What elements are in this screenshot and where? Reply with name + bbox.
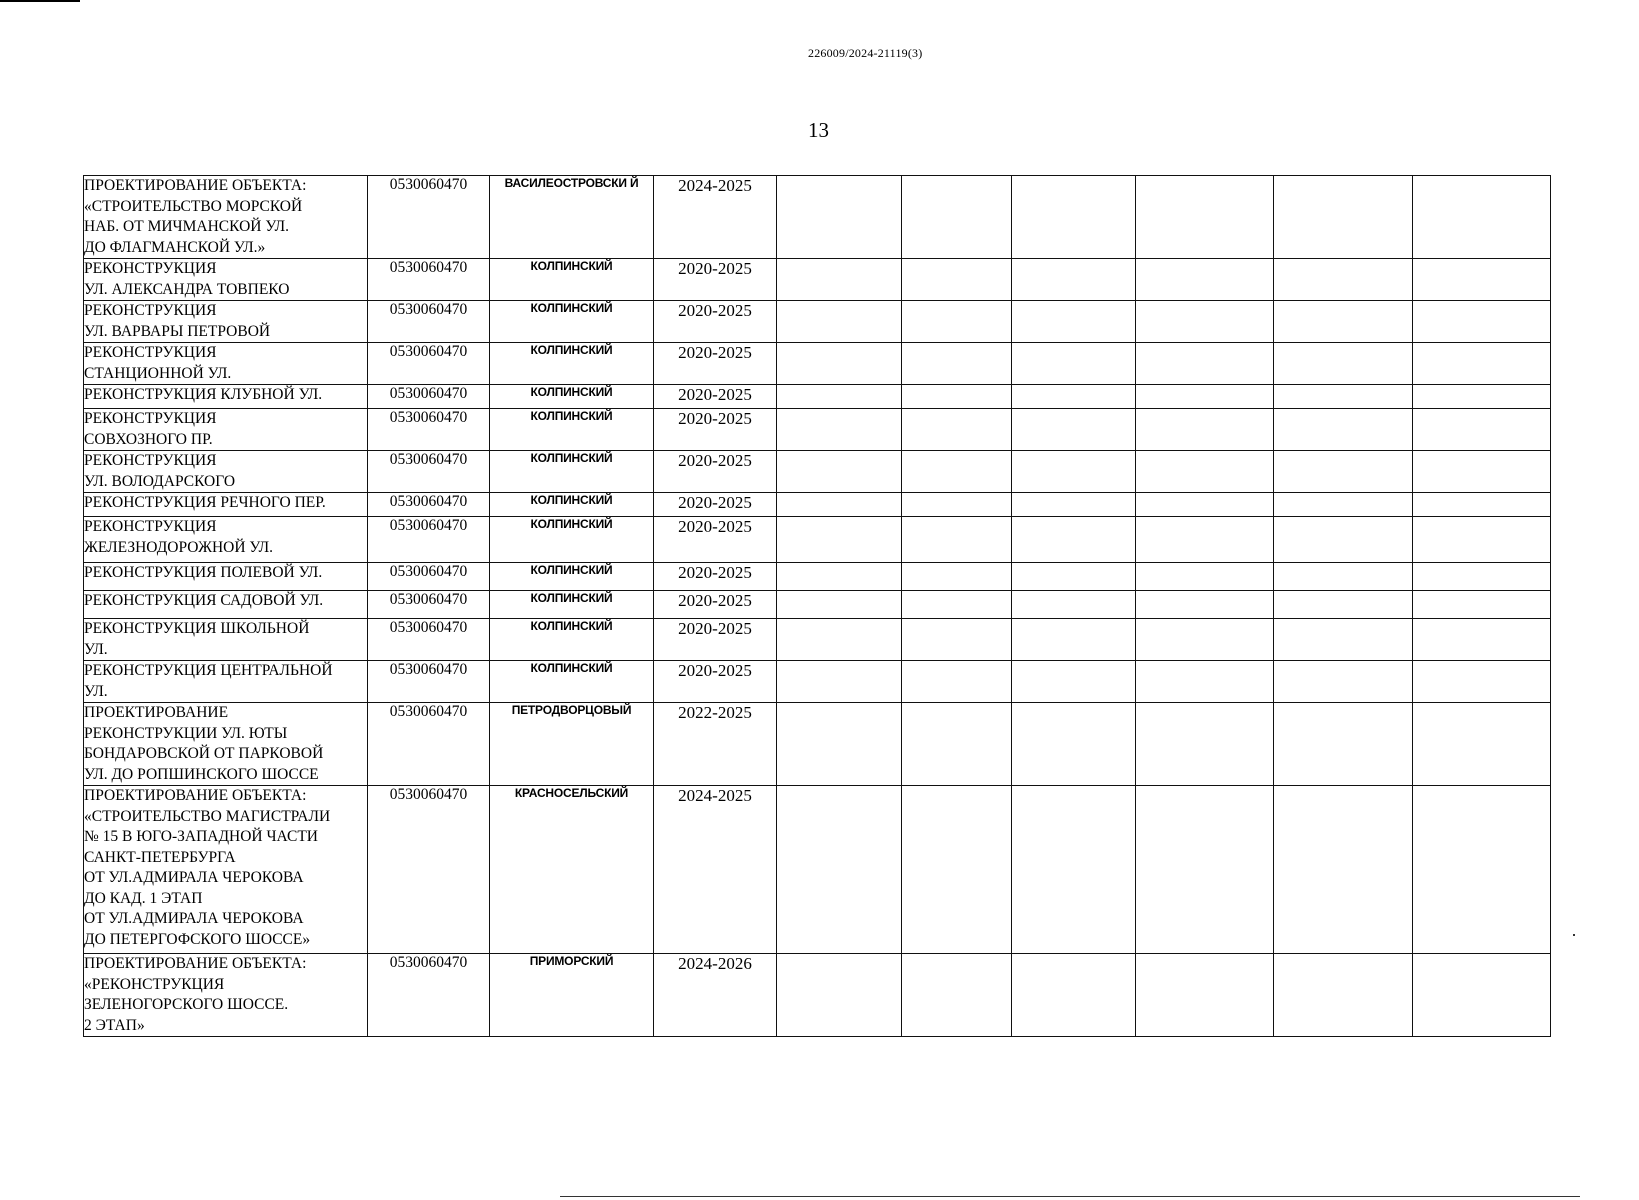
empty-cell [1136, 259, 1274, 301]
object-name-cell: ПРОЕКТИРОВАНИЕ ОБЪЕКТА: «РЕКОНСТРУКЦИЯ ЗЕЛЕНОГОРСКОГО ШОССЕ. 2 ЭТАП» [84, 954, 368, 1037]
empty-cell [902, 786, 1012, 954]
empty-cell [777, 301, 902, 343]
empty-cell [902, 385, 1012, 409]
object-name-cell: РЕКОНСТРУКЦИЯ УЛ. ВОЛОДАРСКОГО [84, 451, 368, 493]
object-name-cell: РЕКОНСТРУКЦИЯ КЛУБНОЙ УЛ. [84, 385, 368, 409]
empty-cell [777, 343, 902, 385]
top-edge-rule [0, 0, 80, 2]
empty-cell [1274, 703, 1413, 786]
empty-cell [1012, 703, 1136, 786]
years-cell: 2020-2025 [654, 661, 777, 703]
years-cell: 2020-2025 [654, 493, 777, 517]
years-cell: 2020-2025 [654, 619, 777, 661]
empty-cell [1413, 176, 1551, 259]
empty-cell [1274, 517, 1413, 563]
empty-cell [1274, 301, 1413, 343]
empty-cell [777, 451, 902, 493]
budget-code-cell: 0530060470 [368, 409, 490, 451]
document-number: 226009/2024-21119(3) [808, 46, 923, 60]
empty-cell [1274, 619, 1413, 661]
empty-cell [1012, 591, 1136, 619]
empty-cell [1012, 954, 1136, 1037]
empty-cell [1413, 954, 1551, 1037]
district-cell: КОЛПИНСКИЙ [490, 385, 654, 409]
empty-cell [1136, 301, 1274, 343]
empty-cell [1274, 343, 1413, 385]
district-cell: КОЛПИНСКИЙ [490, 409, 654, 451]
table-row [84, 343, 1551, 385]
empty-cell [1136, 451, 1274, 493]
empty-cell [777, 563, 902, 591]
empty-cell [1413, 661, 1551, 703]
empty-cell [777, 786, 902, 954]
budget-code-cell: 0530060470 [368, 661, 490, 703]
page-number: 13 [808, 118, 829, 142]
object-name-cell: РЕКОНСТРУКЦИЯ ШКОЛЬНОЙ УЛ. [84, 619, 368, 661]
budget-code-cell: 0530060470 [368, 703, 490, 786]
years-cell: 2020-2025 [654, 301, 777, 343]
empty-cell [777, 703, 902, 786]
years-cell: 2024-2025 [654, 786, 777, 954]
empty-cell [1274, 591, 1413, 619]
empty-cell [1274, 786, 1413, 954]
table-row [84, 259, 1551, 301]
empty-cell [777, 517, 902, 563]
table-row [84, 703, 1551, 786]
district-cell: КОЛПИНСКИЙ [490, 343, 654, 385]
budget-code-cell: 0530060470 [368, 517, 490, 563]
empty-cell [1274, 493, 1413, 517]
budget-code-cell: 0530060470 [368, 343, 490, 385]
budget-code-cell: 0530060470 [368, 259, 490, 301]
district-cell: КОЛПИНСКИЙ [490, 301, 654, 343]
scan-speck [1573, 934, 1575, 936]
budget-code-cell: 0530060470 [368, 451, 490, 493]
empty-cell [1012, 176, 1136, 259]
empty-cell [777, 954, 902, 1037]
table-row [84, 301, 1551, 343]
empty-cell [1274, 661, 1413, 703]
empty-cell [777, 591, 902, 619]
empty-cell [777, 385, 902, 409]
district-cell: КОЛПИНСКИЙ [490, 517, 654, 563]
empty-cell [777, 619, 902, 661]
budget-code-cell: 0530060470 [368, 619, 490, 661]
empty-cell [1274, 563, 1413, 591]
empty-cell [1413, 591, 1551, 619]
empty-cell [1413, 703, 1551, 786]
empty-cell [1136, 176, 1274, 259]
budget-code-cell: 0530060470 [368, 176, 490, 259]
years-cell: 2020-2025 [654, 517, 777, 563]
empty-cell [1012, 259, 1136, 301]
empty-cell [1136, 385, 1274, 409]
empty-cell [777, 176, 902, 259]
empty-cell [902, 176, 1012, 259]
years-cell: 2020-2025 [654, 591, 777, 619]
object-name-cell: РЕКОНСТРУКЦИЯ СОВХОЗНОГО ПР. [84, 409, 368, 451]
object-name-cell: РЕКОНСТРУКЦИЯ ЦЕНТРАЛЬНОЙ УЛ. [84, 661, 368, 703]
empty-cell [1136, 493, 1274, 517]
empty-cell [1136, 619, 1274, 661]
years-cell: 2024-2025 [654, 176, 777, 259]
empty-cell [1274, 385, 1413, 409]
budget-code-cell: 0530060470 [368, 563, 490, 591]
empty-cell [902, 493, 1012, 517]
empty-cell [1136, 563, 1274, 591]
empty-cell [1413, 563, 1551, 591]
object-name-cell: РЕКОНСТРУКЦИЯ СТАНЦИОННОЙ УЛ. [84, 343, 368, 385]
empty-cell [902, 517, 1012, 563]
empty-cell [1413, 493, 1551, 517]
empty-cell [1413, 385, 1551, 409]
empty-cell [1274, 954, 1413, 1037]
district-cell: ПРИМОРСКИЙ [490, 954, 654, 1037]
district-cell: КРАСНОСЕЛЬСКИЙ [490, 786, 654, 954]
table-row [84, 661, 1551, 703]
empty-cell [902, 591, 1012, 619]
object-name-cell: ПРОЕКТИРОВАНИЕ ОБЪЕКТА: «СТРОИТЕЛЬСТВО МОРСКОЙ НАБ. ОТ МИЧМАНСКОЙ УЛ. ДО ФЛАГМАНСКОЙ УЛ.» [84, 176, 368, 259]
empty-cell [1274, 176, 1413, 259]
table-row [84, 954, 1551, 1037]
object-name-cell: РЕКОНСТРУКЦИЯ УЛ. ВАРВАРЫ ПЕТРОВОЙ [84, 301, 368, 343]
empty-cell [1012, 517, 1136, 563]
district-cell: КОЛПИНСКИЙ [490, 259, 654, 301]
district-cell: КОЛПИНСКИЙ [490, 591, 654, 619]
empty-cell [902, 343, 1012, 385]
district-cell: ВАСИЛЕОСТРОВСКИ Й [490, 176, 654, 259]
empty-cell [1413, 301, 1551, 343]
empty-cell [1274, 409, 1413, 451]
empty-cell [1012, 301, 1136, 343]
budget-code-cell: 0530060470 [368, 493, 490, 517]
object-name-cell: РЕКОНСТРУКЦИЯ САДОВОЙ УЛ. [84, 591, 368, 619]
empty-cell [902, 703, 1012, 786]
table-row [84, 517, 1551, 563]
budget-code-cell: 0530060470 [368, 385, 490, 409]
object-name-cell: РЕКОНСТРУКЦИЯ УЛ. АЛЕКСАНДРА ТОВПЕКО [84, 259, 368, 301]
empty-cell [902, 954, 1012, 1037]
empty-cell [777, 259, 902, 301]
empty-cell [1012, 385, 1136, 409]
years-cell: 2020-2025 [654, 409, 777, 451]
district-cell: КОЛПИНСКИЙ [490, 619, 654, 661]
empty-cell [1136, 343, 1274, 385]
empty-cell [1012, 661, 1136, 703]
empty-cell [1012, 343, 1136, 385]
years-cell: 2020-2025 [654, 343, 777, 385]
empty-cell [1413, 343, 1551, 385]
empty-cell [1136, 786, 1274, 954]
table-row [84, 591, 1551, 619]
empty-cell [1413, 786, 1551, 954]
empty-cell [1413, 451, 1551, 493]
empty-cell [1012, 409, 1136, 451]
empty-cell [1136, 517, 1274, 563]
years-cell: 2020-2025 [654, 259, 777, 301]
empty-cell [1136, 954, 1274, 1037]
empty-cell [1136, 661, 1274, 703]
table-row [84, 451, 1551, 493]
table-row [84, 409, 1551, 451]
district-cell: КОЛПИНСКИЙ [490, 563, 654, 591]
empty-cell [1413, 259, 1551, 301]
bottom-edge-rule [560, 1196, 1580, 1197]
object-name-cell: РЕКОНСТРУКЦИЯ РЕЧНОГО ПЕР. [84, 493, 368, 517]
empty-cell [1413, 619, 1551, 661]
empty-cell [777, 409, 902, 451]
empty-cell [1012, 786, 1136, 954]
object-name-cell: РЕКОНСТРУКЦИЯ ЖЕЛЕЗНОДОРОЖНОЙ УЛ. [84, 517, 368, 563]
empty-cell [902, 301, 1012, 343]
empty-cell [1413, 409, 1551, 451]
table-row [84, 385, 1551, 409]
empty-cell [777, 661, 902, 703]
table-row [84, 493, 1551, 517]
object-name-cell: РЕКОНСТРУКЦИЯ ПОЛЕВОЙ УЛ. [84, 563, 368, 591]
table-row [84, 786, 1551, 954]
empty-cell [1136, 703, 1274, 786]
table-row [84, 619, 1551, 661]
empty-cell [902, 563, 1012, 591]
years-cell: 2020-2025 [654, 385, 777, 409]
empty-cell [1012, 563, 1136, 591]
empty-cell [902, 259, 1012, 301]
years-cell: 2022-2025 [654, 703, 777, 786]
budget-code-cell: 0530060470 [368, 786, 490, 954]
empty-cell [1136, 591, 1274, 619]
table-row [84, 563, 1551, 591]
years-cell: 2020-2025 [654, 563, 777, 591]
empty-cell [777, 493, 902, 517]
budget-code-cell: 0530060470 [368, 954, 490, 1037]
empty-cell [902, 661, 1012, 703]
budget-code-cell: 0530060470 [368, 301, 490, 343]
empty-cell [902, 619, 1012, 661]
object-name-cell: ПРОЕКТИРОВАНИЕ ОБЪЕКТА: «СТРОИТЕЛЬСТВО МАГИСТРАЛИ № 15 В ЮГО-ЗАПАДНОЙ ЧАСТИ САНКТ-ПЕТЕРБУРГА ОТ УЛ.АДМИРАЛА ЧЕРОКОВА ДО КАД. 1 ЭТАП ОТ УЛ.АДМИРАЛА ЧЕРОКОВА ДО ПЕТЕРГОФСКОГО ШОССЕ» [84, 786, 368, 954]
empty-cell [902, 409, 1012, 451]
district-cell: КОЛПИНСКИЙ [490, 661, 654, 703]
empty-cell [1012, 619, 1136, 661]
years-cell: 2020-2025 [654, 451, 777, 493]
table-body [84, 176, 1551, 1037]
district-cell: ПЕТРОДВОРЦОВЫЙ [490, 703, 654, 786]
objects-table [83, 175, 1551, 1037]
years-cell: 2024-2026 [654, 954, 777, 1037]
district-cell: КОЛПИНСКИЙ [490, 451, 654, 493]
empty-cell [902, 451, 1012, 493]
empty-cell [1012, 451, 1136, 493]
empty-cell [1136, 409, 1274, 451]
table-row [84, 176, 1551, 259]
budget-code-cell: 0530060470 [368, 591, 490, 619]
empty-cell [1413, 517, 1551, 563]
district-cell: КОЛПИНСКИЙ [490, 493, 654, 517]
object-name-cell: ПРОЕКТИРОВАНИЕ РЕКОНСТРУКЦИИ УЛ. ЮТЫ БОНДАРОВСКОЙ ОТ ПАРКОВОЙ УЛ. ДО РОПШИНСКОГО ШОССЕ [84, 703, 368, 786]
empty-cell [1012, 493, 1136, 517]
empty-cell [1274, 259, 1413, 301]
empty-cell [1274, 451, 1413, 493]
